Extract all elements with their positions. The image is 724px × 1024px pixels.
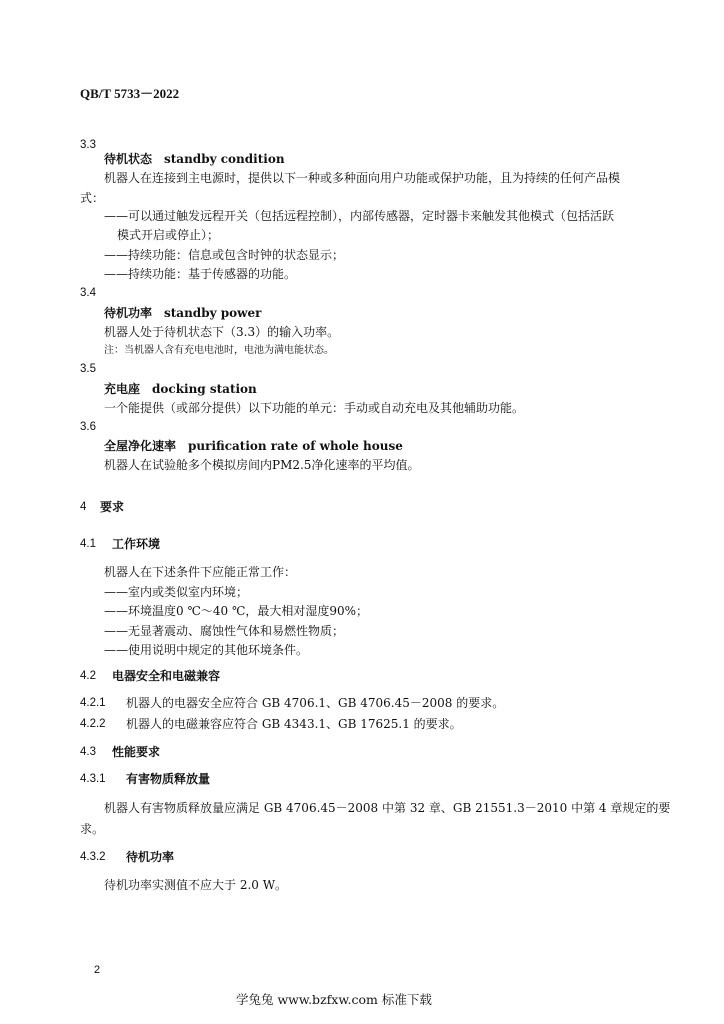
section-title-electrical-safety-emc: 电器安全和电磁兼容 (112, 669, 221, 683)
list-item: ——持续功能：基于传感器的功能。 (104, 267, 297, 281)
section-number-4-3-2: 4.3.2 (80, 851, 106, 863)
paragraph: 机器人的电器安全应符合 GB 4706.1、GB 4706.45－2008 的要求。 (126, 696, 505, 710)
list-item: 模式开启或停止）； (117, 228, 220, 242)
definition-line: 机器人在连接到主电源时，提供以下一种或多种面向用户功能或保护功能，且为持续的任何产品模 (104, 171, 621, 185)
section-number-4: 4 (80, 501, 87, 513)
clause-number-3-3: 3.3 (80, 139, 96, 151)
list-item: ——室内或类似室内环境； (104, 585, 249, 599)
section-title-performance: 性能要求 (112, 745, 161, 759)
section-number-4-3-1: 4.3.1 (80, 773, 106, 785)
section-title-requirements: 要求 (100, 500, 125, 514)
standard-number: QB/T 5733－2022 (80, 86, 180, 101)
section-title-working-environment: 工作环境 (112, 537, 161, 551)
list-item: ——可以通过触发远程开关（包括远程控制），内部传感器，定时器卡来触发其他模式（包括活跃 (104, 209, 615, 223)
paragraph: 求。 (80, 822, 105, 836)
paragraph: 机器人在下述条件下应能正常工作： (104, 565, 297, 579)
footer-watermark: 学兔兔 www.bzfxw.com 标准下载 (236, 992, 432, 1007)
section-number-4-3: 4.3 (80, 746, 96, 758)
section-title-hazardous-substances: 有害物质释放量 (126, 772, 211, 786)
definition-line: 一个能提供（或部分提供）以下功能的单元：手动或自动充电及其他辅助功能。 (104, 401, 525, 415)
section-title-standby-power: 待机功率 (126, 850, 175, 864)
clause-number-3-4: 3.4 (80, 287, 96, 299)
term-standby-condition: 待机状态 standby condition (104, 152, 285, 166)
definition-line: 式： (80, 191, 105, 205)
list-item: ——使用说明中规定的其他环境条件。 (104, 643, 309, 657)
term-docking-station: 充电座 docking station (104, 382, 257, 396)
paragraph: 机器人的电磁兼容应符合 GB 4343.1、GB 17625.1 的要求。 (126, 717, 462, 731)
definition-line: 机器人在试验舱多个模拟房间内PM2.5净化速率的平均值。 (104, 458, 420, 472)
section-number-4-1: 4.1 (80, 538, 96, 550)
term-standby-power: 待机功率 standby power (104, 306, 262, 320)
definition-line: 机器人处于待机状态下（3.3）的输入功率。 (104, 325, 340, 339)
clause-number-3-6: 3.6 (80, 421, 96, 433)
clause-number-3-5: 3.5 (80, 363, 96, 375)
section-number-4-2: 4.2 (80, 670, 96, 682)
section-number-4-2-1: 4.2.1 (80, 697, 106, 709)
list-item: ——持续功能：信息或包含时钟的状态显示； (104, 248, 345, 262)
note: 注：当机器人含有充电电池时，电池为满电能状态。 (104, 345, 334, 356)
paragraph: 机器人有害物质释放量应满足 GB 4706.45－2008 中第 32 章、GB 21551.3－2010 中第 4 章规定的要 (104, 801, 671, 815)
term-purification-rate: 全屋净化速率 purification rate of whole house (104, 439, 403, 453)
paragraph: 待机功率实测值不应大于 2.0 W。 (104, 878, 288, 892)
page-number: 2 (94, 964, 101, 976)
section-number-4-2-2: 4.2.2 (80, 718, 106, 730)
list-item: ——无显著震动、腐蚀性气体和易燃性物质； (104, 624, 345, 638)
list-item: ——环境温度0 ℃～40 ℃，最大相对湿度90%； (104, 604, 369, 618)
